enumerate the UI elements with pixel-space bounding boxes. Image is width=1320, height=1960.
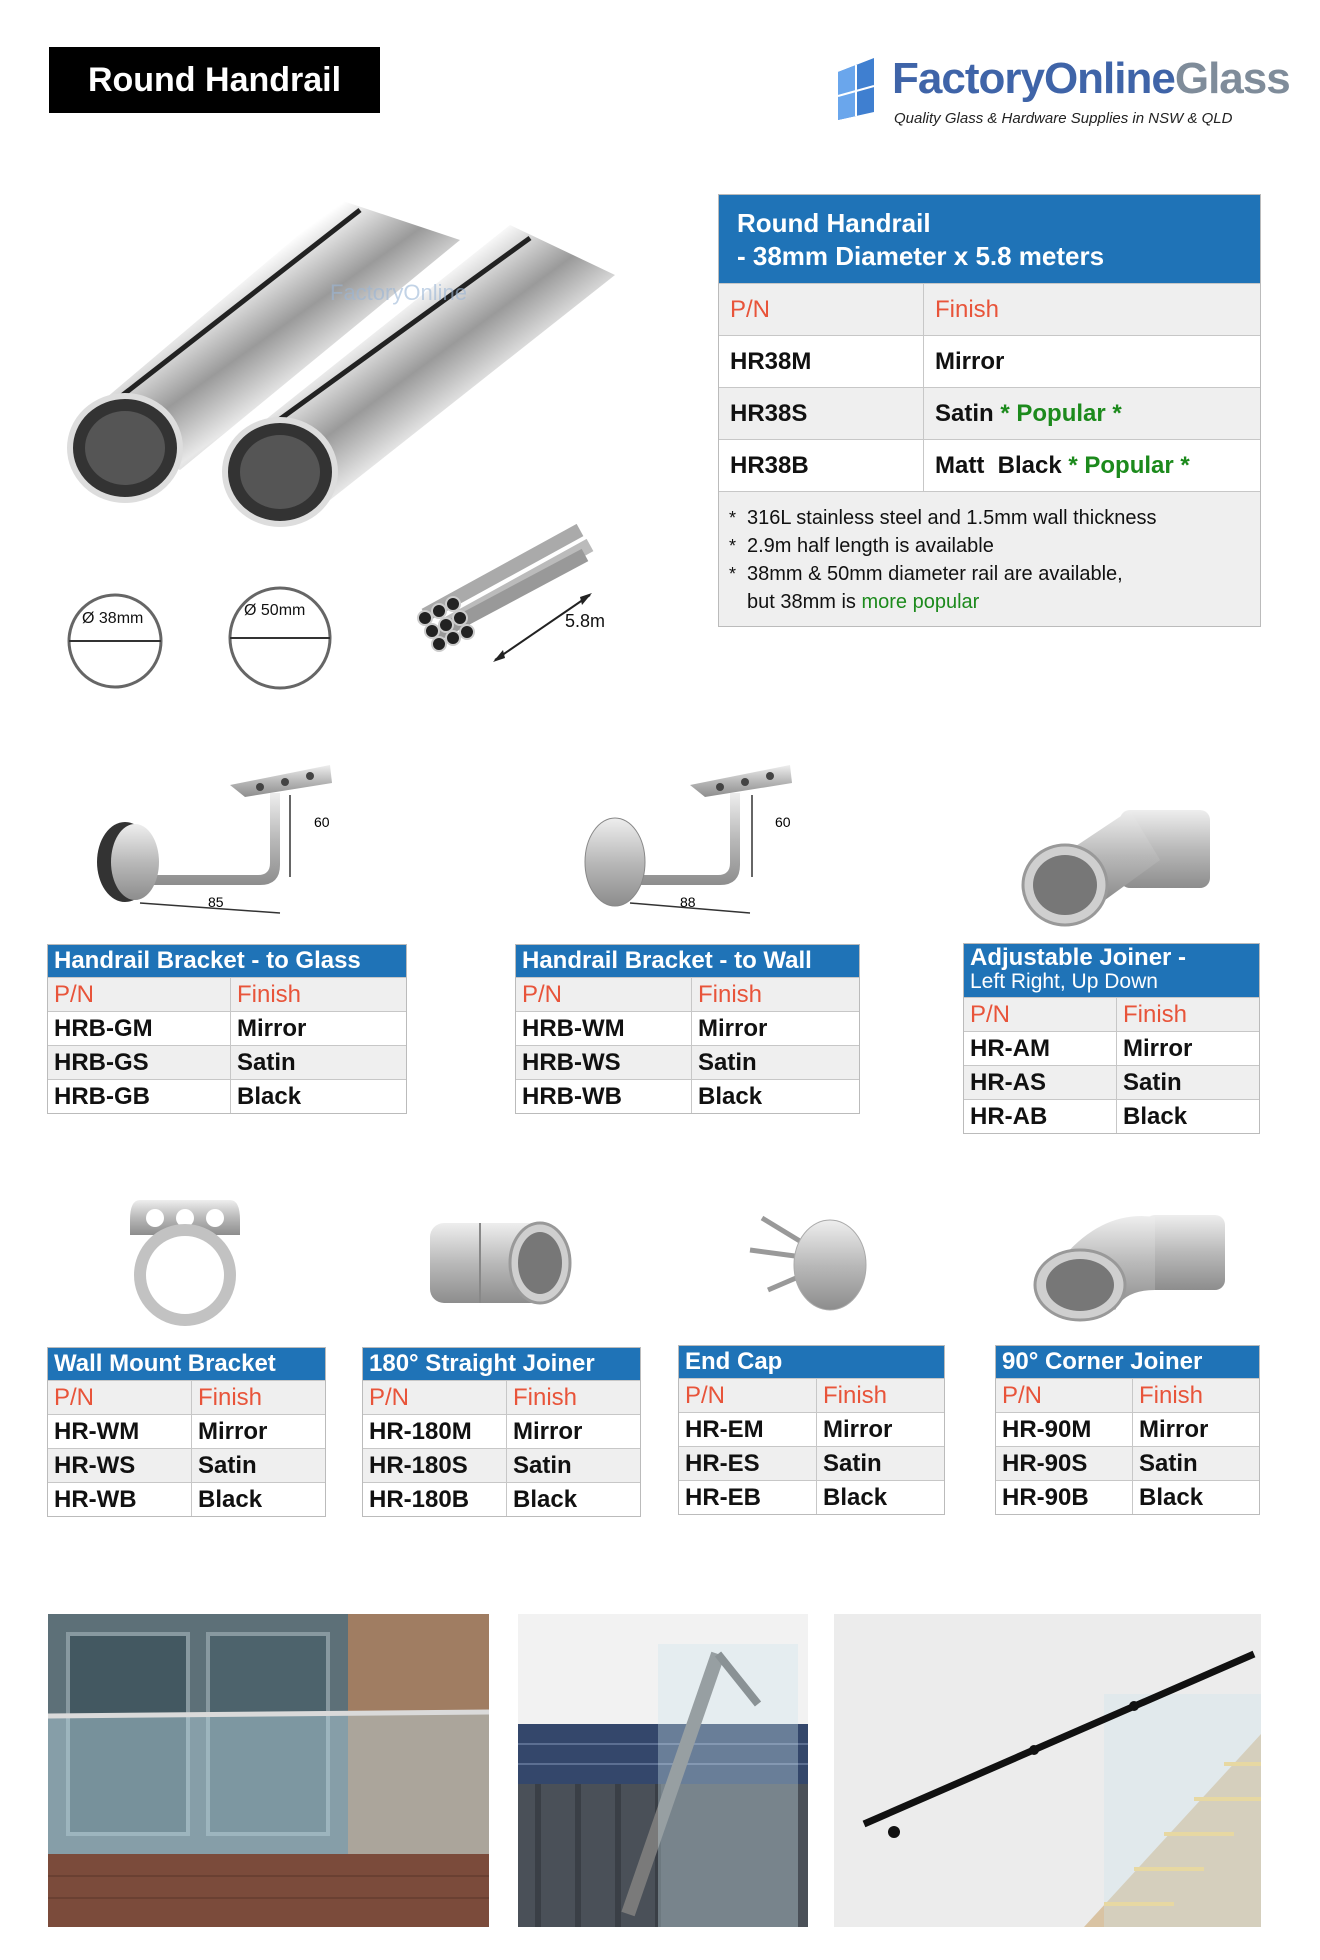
table-row: HR-AM Mirror: [964, 1031, 1259, 1065]
bracket-width-label: 88: [680, 894, 696, 910]
diameter-50-label: Ø 50mm: [244, 602, 306, 619]
product-column-header: P/N Finish: [964, 997, 1259, 1031]
product-title: 90° Corner Joiner: [1002, 1348, 1203, 1375]
brand-name: FactoryOnlineGlass: [892, 54, 1290, 103]
glass-bracket-table: [47, 944, 407, 1114]
table-row: HR38M Mirror: [719, 335, 1260, 387]
product-title: Adjustable Joiner -: [970, 944, 1187, 971]
end-cap-table: [678, 1345, 945, 1515]
wall-handrail-photo: [518, 1614, 808, 1927]
wall-mount-bracket-illustration: [120, 1190, 250, 1330]
product-title: Wall Mount Bracket: [54, 1350, 276, 1377]
product-table-header: [964, 944, 1259, 997]
table-row: HRB-WS Satin: [516, 1045, 859, 1079]
table-row: HR-AS Satin: [964, 1065, 1259, 1099]
table-row: HR-WB Black: [48, 1482, 325, 1516]
product-table-header: [48, 945, 406, 977]
product-column-header: P/N Finish: [48, 977, 406, 1011]
wall-bracket-illustration: [570, 745, 830, 925]
product-title: Handrail Bracket - to Wall: [522, 947, 812, 974]
wall-mount-bracket-table: [47, 1347, 326, 1517]
page-title: Round Handrail: [49, 47, 380, 113]
watermark: FactoryOnline: [330, 280, 467, 305]
product-column-header: P/N Finish: [516, 977, 859, 1011]
popular-badge: * Popular *: [1000, 399, 1122, 427]
brand-tagline: Quality Glass & Hardware Supplies in NSW & QLD: [894, 110, 1233, 127]
table-row: HRB-WM Mirror: [516, 1011, 859, 1045]
product-column-header: P/N Finish: [679, 1378, 944, 1412]
product-column-header: P/N Finish: [48, 1380, 325, 1414]
product-subtitle: Left Right, Up Down: [970, 970, 1158, 993]
product-table-header: [48, 1348, 325, 1380]
bracket-width-label: 85: [208, 894, 224, 910]
spec-title-line1: Round Handrail: [737, 208, 931, 238]
table-row: HR-EM Mirror: [679, 1412, 944, 1446]
table-row: HR-90M Mirror: [996, 1412, 1259, 1446]
popular-badge: * Popular *: [1068, 451, 1190, 479]
corner-joiner-table: [995, 1345, 1260, 1515]
product-table-header: [516, 945, 859, 977]
table-row: HR38S Satin * Popular *: [719, 387, 1260, 439]
spec-notes: * 316L stainless steel and 1.5mm wall thickness * 2.9m half length is available * 38mm & 50mm diameter rail are available, but 38mm is more popular: [719, 491, 1260, 626]
adjustable-joiner-table: [963, 943, 1260, 1134]
spec-table-header: [719, 195, 1260, 283]
table-row: HR-WS Satin: [48, 1448, 325, 1482]
product-title: End Cap: [685, 1348, 783, 1375]
table-row: HR-EB Black: [679, 1480, 944, 1514]
brand-logo: [830, 52, 1290, 142]
length-label: 5.8m: [565, 611, 606, 631]
product-table-header: [363, 1348, 640, 1380]
adjustable-joiner-illustration: [1010, 800, 1220, 930]
table-row: HR-AB Black: [964, 1099, 1259, 1133]
glass-bracket-illustration: [80, 745, 360, 925]
staircase-photo: [834, 1614, 1261, 1927]
table-row: HR-90B Black: [996, 1480, 1259, 1514]
balcony-photo: [48, 1614, 489, 1927]
glass-logo-icon: [830, 56, 890, 126]
table-row: HRB-GS Satin: [48, 1045, 406, 1079]
wall-bracket-table: [515, 944, 860, 1114]
end-cap-illustration: [740, 1210, 880, 1325]
round-handrail-table: [718, 194, 1261, 627]
table-row: HRB-WB Black: [516, 1079, 859, 1113]
corner-joiner-illustration: [1025, 1205, 1235, 1325]
table-row: HR-ES Satin: [679, 1446, 944, 1480]
bracket-height-label: 60: [314, 814, 330, 830]
product-table-header: [996, 1346, 1259, 1378]
table-row: HR-180S Satin: [363, 1448, 640, 1482]
table-row: HRB-GM Mirror: [48, 1011, 406, 1045]
tube-bundle-illustration: [405, 515, 625, 675]
spec-column-header: P/N Finish: [719, 283, 1260, 335]
diameter-diagram: [60, 585, 350, 700]
table-row: HR-90S Satin: [996, 1446, 1259, 1480]
straight-joiner-table: [362, 1347, 641, 1517]
table-row: HR38B Matt Black * Popular *: [719, 439, 1260, 491]
product-title: Handrail Bracket - to Glass: [54, 947, 361, 974]
straight-joiner-illustration: [420, 1205, 580, 1320]
table-row: HR-WM Mirror: [48, 1414, 325, 1448]
bracket-height-label: 60: [775, 814, 791, 830]
table-row: HRB-GB Black: [48, 1079, 406, 1113]
product-title: 180° Straight Joiner: [369, 1350, 595, 1377]
product-column-header: P/N Finish: [363, 1380, 640, 1414]
diameter-38-label: Ø 38mm: [82, 610, 144, 627]
table-row: HR-180B Black: [363, 1482, 640, 1516]
table-row: HR-180M Mirror: [363, 1414, 640, 1448]
spec-title-line2: - 38mm Diameter x 5.8 meters: [737, 241, 1105, 271]
product-column-header: P/N Finish: [996, 1378, 1259, 1412]
product-table-header: [679, 1346, 944, 1378]
